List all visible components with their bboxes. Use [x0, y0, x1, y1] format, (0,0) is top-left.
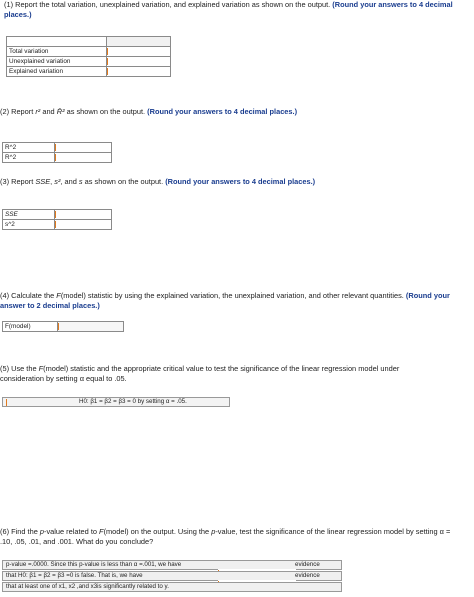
s2-input[interactable] [55, 220, 112, 230]
q5-statement-bar [2, 397, 230, 407]
variation-table [6, 36, 171, 77]
row-label-sse: SSE [3, 210, 55, 220]
f-model-table [2, 321, 124, 332]
row-label-fmodel: F(model) [3, 322, 58, 332]
q6-row-1 [2, 560, 342, 570]
question-1-text: (1) Report the total variation, unexplained variation, and explained variation as shown on the output. (Round your answers to 4 decimal places.) [4, 0, 453, 19]
explained-variation-input[interactable] [107, 67, 171, 77]
question-6-text: (6) Find the p-value related to F(model) on the output. Using the p-value, test the significance of the linear regression model by setting α = .10, .05, .01, and .001. What do you conclude? [0, 527, 451, 546]
q6-row-3 [2, 582, 342, 592]
sse-input[interactable] [55, 210, 112, 220]
r2-input[interactable] [55, 143, 112, 153]
sse-table [2, 209, 112, 230]
q5-decision-dropdown[interactable] [6, 398, 78, 406]
row-label-s2: s^2 [3, 220, 55, 230]
q6-row3-text: that at least one of x1, x2 ,and x3is significantly related to y. [6, 583, 169, 590]
row-label-total: Total variation [7, 47, 107, 57]
q6-row-2 [2, 571, 342, 581]
q6-row1-text: p-value =.0000. Since this p-value is less than α =.001, we have [6, 561, 182, 568]
header-blank [7, 37, 107, 47]
adj-r2-input[interactable] [55, 153, 112, 163]
r-squared-table [2, 142, 112, 163]
row-label-unexplained: Unexplained variation [7, 57, 107, 67]
total-variation-input[interactable] [107, 47, 171, 57]
question-3-text: (3) Report SSE, s², and s as shown on the output. (Round your answers to 4 decimal places.) [0, 177, 316, 186]
question-5-text: (5) Use the F(model) statistic and the appropriate critical value to test the significance of the linear regression model under consideration by setting α equal to .05. [0, 364, 400, 383]
q6-evidence-label-1: evidence [295, 561, 320, 568]
q5-statement: H0: β1 = β2 = β3 = 0 by setting α = .05. [79, 398, 187, 405]
row-label-explained: Explained variation [7, 67, 107, 77]
unexplained-variation-input[interactable] [107, 57, 171, 67]
f-model-input[interactable] [58, 322, 124, 332]
question-2-text: (2) Report r² and R̄² as shown on the output. (Round your answers to 4 decimal places.) [0, 107, 298, 116]
header-blank-2 [107, 37, 171, 47]
q6-row2-text: that H0: β1 = β2 = β3 =0 is false. That is, we have [6, 572, 143, 579]
row-label-r2: R^2 [3, 143, 55, 153]
q6-evidence-label-2: evidence [295, 572, 320, 579]
row-label-adj-r2: R^2 [3, 153, 55, 163]
question-4-text: (4) Calculate the F(model) statistic by using the explained variation, the unexplained variation, and other relevant quantities. (Round your answer to 2 decimal places.) [0, 291, 450, 310]
